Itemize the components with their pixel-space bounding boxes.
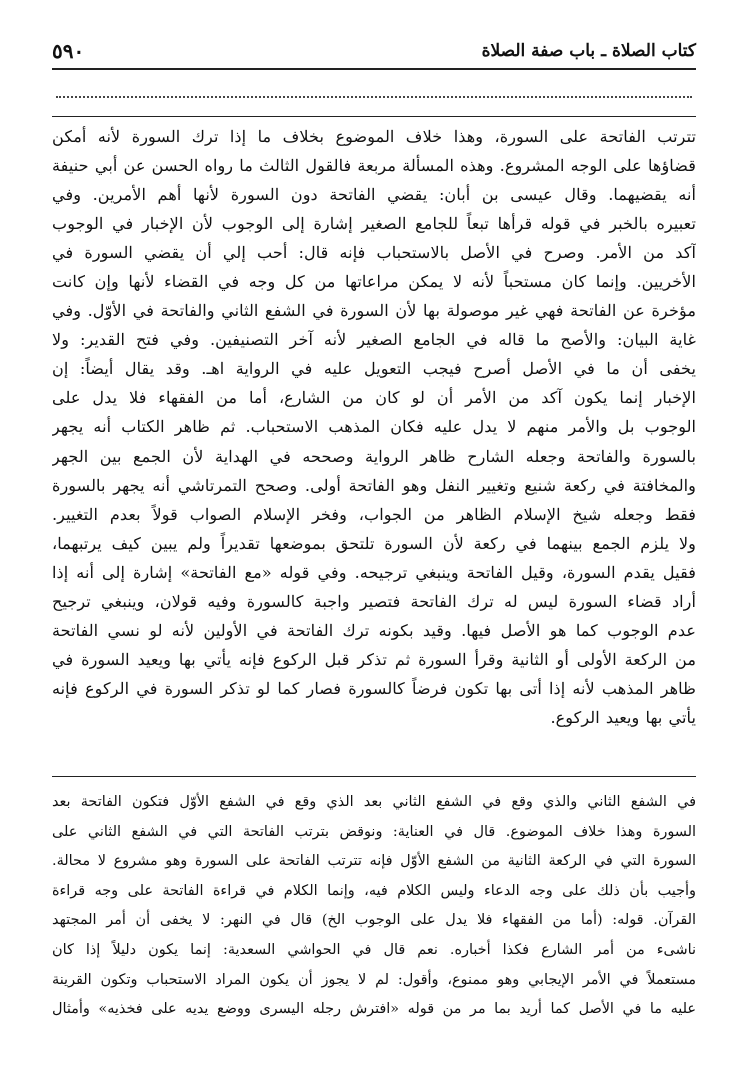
- text-line: بالسورة والفاتحة وجعله الشارح ظاهر الرواية وصححه في الهداية لأن الجمع بين الجهر: [52, 446, 696, 466]
- footnote-line: السورة التي في الركعة الثانية من الشفع الأوّل فإنه تترتب الفاتحة على السورة وهو مشروع لا محالة.: [52, 853, 696, 870]
- text-line: يأتي بها ويعيد الركوع.: [550, 707, 696, 727]
- text-line: تترتب الفاتحة على السورة، وهذا خلاف الموضوع بخلاف ما إذا ترك السورة لأنه أمكن: [52, 127, 696, 146]
- text-line: يخفى أن ما في الأصل أصرح فيجب التعويل عليه في الرواية اهـ. وقد يقال أيضاً: إن: [52, 359, 696, 379]
- footnote-line: القرآن. قوله: (أما من الفقهاء فلا يدل على الوجوب الخ) قال في النهر: لا يخفى أن أمر المجتهد: [52, 912, 696, 929]
- text-line: والمخافتة في ركعة شنيع وتغيير النفل وهو الفاتحة أولى. وصحح التمرتاشي أنه يجهر بالسورة: [52, 475, 696, 495]
- top-text-rule: [52, 116, 696, 117]
- main-text: [52, 122, 696, 732]
- text-line: أراد قضاء السورة ليس له ترك الفاتحة فتصير واجبة كالسورة وفيه قولان، وينبغي ترجيح: [52, 591, 696, 611]
- text-line: فقيل يقدم السورة، وقيل الفاتحة وينبغي ترجيحه. وفي قوله «مع الفاتحة» إشارة إلى أنه إذا: [52, 562, 696, 582]
- text-line: من الركعة الأولى أو الثانية وقرأ السورة ثم تذكر قبل الركوع فإنه يأتي بها ويعيد السورة في: [52, 649, 696, 669]
- text-line: الأخريين. وإنما كان مستحباً لأنه لا يمكن مراعاتها من كل وجه في القضاء لأنها وإن كانت: [52, 272, 696, 292]
- text-line: ولا يلزم الجمع بينهما في ركعة لأن السورة تلتحق بموضعها تقديراً ولم يبين كيف يرتبهما،: [52, 533, 696, 553]
- text-line: آكد من الأمر. وصرح في الأصل بالاستحباب فإنه قال: أحب إلي أن يقضي السورة في: [52, 243, 696, 263]
- footnote-line: عليه ما في الأصل كما أريد بما مر من قوله «افترش رجله اليسرى ووضع يديه على فخذيه» وأمثال: [52, 1001, 696, 1018]
- text-line: الإخبار إنما يكون آكد من الأمر أن لو كان من الشارع، أما من الفقهاء فلا يدل على: [52, 388, 696, 408]
- footnote-rule: [52, 776, 696, 777]
- running-title: كتاب الصلاة ـ باب صفة الصلاة: [481, 41, 696, 61]
- header-rule: [52, 68, 696, 70]
- text-line: فقط وجعله شيخ الإسلام الظاهر من الجواب، وفخر الإسلام الصواب قولاً بعدم التغيير.: [52, 504, 696, 524]
- footnote-line: ناشىء من أمر الشارع فكذا أخباره. نعم قال في الحواشي السعدية: إنما يكون دليلاً إذا كان: [52, 941, 696, 958]
- footnotes: [52, 788, 696, 1025]
- text-line: الوجوب بل والأمر منهم لا يدل عليه فكان المذهب الاستحباب. ثم ظاهر الكتاب أنه يجهر: [52, 417, 696, 437]
- text-line: قضاؤها على الوجه المشروع. وهذه المسألة مربعة فالقول الثالث ما رواه الحسن عن أبي حنيفة: [52, 156, 696, 176]
- page-number: ٥٩٠: [52, 39, 85, 63]
- footnote-line: السورة وهذا خلاف الموضوع. قال في العناية: ونوقض بترتب الفاتحة التي في الشفع الثاني على: [52, 823, 696, 840]
- footnote-line: في الشفع الثاني والذي وقع في الشفع الثاني بعد الذي وقع في الشفع الأوّل فتكون الفاتحة بعد: [52, 794, 696, 810]
- footnote-line: مستعملاً في الأمر الإيجابي وهو ممنوع، وأقول: لم لا يجوز أن يكون المراد الاستحباب وتكون القرينة: [52, 971, 696, 988]
- footnote-line: وأجيب بأن ذلك على وجه الدعاء وليس الكلام فيه، وإنما الكلام في قراءة الفاتحة على وجه قراءة: [52, 882, 696, 899]
- text-line: مؤخرة عن الفاتحة فهي غير موصولة بها لأن السورة في الشفع الثاني والفاتحة في الأوّل. وفي: [52, 301, 696, 321]
- text-line: تعبيره بالخبر في قوله قرأها تبعاً للجامع الصغير إشارة إلى الوجوب لأن الإخبار في الوجوب: [52, 214, 696, 234]
- text-line: أنه يقضيهما. وقال عيسى بن أبان: يقضي الفاتحة دون السورة لأنها أهم الأمرين. وفي: [52, 185, 696, 205]
- text-line: عدم الوجوب كما هو الأصل فيها. وقيد بكونه ترك الفاتحة في الأولين لأنه لو نسي الفاتحة: [52, 620, 696, 640]
- dotted-separator: [56, 96, 692, 98]
- text-line: غاية البيان: والأصح ما قاله في الجامع الصغير لأنه آخر التصنيفين. وفي فتح القدير: ولا: [52, 330, 696, 350]
- text-line: ظاهر المذهب لأنه إذا أتى بها تكون فرضاً كالسورة فصار كما لو تذكر السورة في الركوع فإنه: [52, 678, 696, 698]
- page-header: [52, 38, 696, 64]
